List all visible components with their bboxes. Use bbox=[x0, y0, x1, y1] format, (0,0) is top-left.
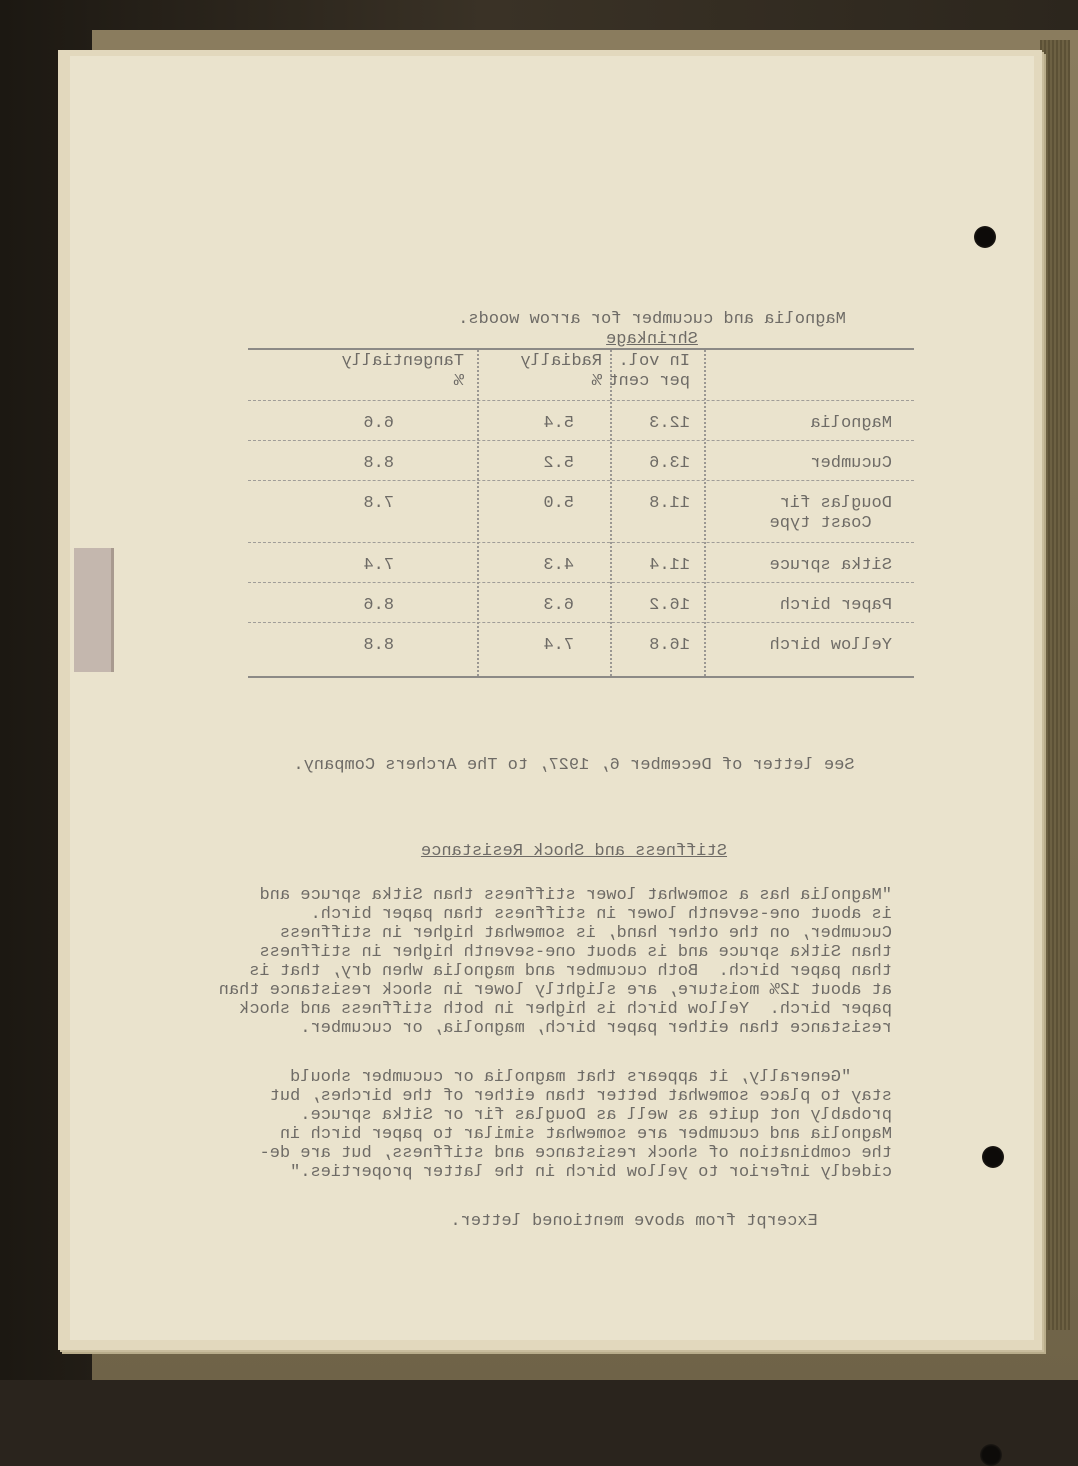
row-rule bbox=[248, 480, 914, 481]
row-species: Cucumber bbox=[810, 454, 892, 473]
row-rule bbox=[248, 582, 914, 583]
table-col-divider-3 bbox=[477, 350, 479, 676]
row-rule bbox=[248, 542, 914, 543]
row-volume: 13.6 bbox=[649, 454, 690, 473]
row-tangential: 8.8 bbox=[363, 454, 394, 473]
row-species: Magnolia bbox=[810, 414, 892, 433]
header-tangential: Tangentially % bbox=[341, 352, 464, 391]
paragraph-stiffness: "Magnolia has a somewhat lower stiffness than Sitka spruce and is about one-seventh lower in stiffness than paper birch. Cucumber, on the other hand, is somewhat higher in stiffness than Sitka spruce and is about one-seventh higher in stiffness than paper birch. Both cucumber and magnolia when dry, that is at about 12% moisture, are slightly lower in shock resistance than paper birch. Yellow birch is higher in both stiffness and shock resistance than either paper birch, magnolia, or cucumber. bbox=[218, 886, 892, 1038]
row-rule bbox=[248, 622, 914, 623]
row-volume: 16.8 bbox=[649, 636, 690, 655]
row-tangential: 7.8 bbox=[363, 494, 394, 513]
header-volume: In vol. per cent bbox=[608, 352, 690, 391]
row-volume: 11.8 bbox=[649, 494, 690, 513]
row-tangential: 6.6 bbox=[363, 414, 394, 433]
row-volume: 16.2 bbox=[649, 596, 690, 615]
row-radial: 5.0 bbox=[543, 494, 574, 513]
row-rule bbox=[248, 440, 914, 441]
row-radial: 5.2 bbox=[543, 454, 574, 473]
row-tangential: 8.6 bbox=[363, 596, 394, 615]
letter-reference: See letter of December 6, 1927, to The Archers Company. bbox=[293, 756, 855, 775]
table-top-rule bbox=[248, 348, 914, 350]
row-radial: 6.3 bbox=[543, 596, 574, 615]
binder-spine bbox=[1040, 40, 1070, 1330]
table-col-divider-2 bbox=[610, 350, 612, 676]
bleed-through-text bbox=[70, 56, 1034, 1340]
row-tangential: 8.8 bbox=[363, 636, 394, 655]
row-radial: 5.4 bbox=[543, 414, 574, 433]
table-col-divider-1 bbox=[704, 350, 706, 676]
row-volume: 11.4 bbox=[649, 556, 690, 575]
section-heading: Stiffness and Shock Resistance bbox=[420, 842, 728, 861]
table-bottom-rule bbox=[248, 676, 914, 678]
row-species: Yellow birch bbox=[769, 636, 892, 655]
document-page bbox=[70, 56, 1034, 1340]
row-radial: 4.3 bbox=[543, 556, 574, 575]
row-tangential: 7.4 bbox=[363, 556, 394, 575]
row-species: Paper birch bbox=[779, 596, 892, 615]
table-subtitle: Shrinkage bbox=[606, 330, 698, 349]
row-radial: 7.4 bbox=[543, 636, 574, 655]
header-radial: Radially % bbox=[520, 352, 602, 391]
paragraph-generally: "Generally, it appears that magnolia or cucumber should stay to place somewhat better than either of the birches, but probably not quite as well as Douglas fir or Sitka spruce. Magnolia and cucumber are somewhat similar to paper birch in the combination of shock resistance and stiffness, but are de- cidedly inferior to yellow birch in the latter properties." bbox=[259, 1068, 892, 1182]
header-rule bbox=[248, 400, 914, 401]
row-species: Sitka spruce bbox=[769, 556, 892, 575]
table-title: Magnolia and cucumber for arrow woods. bbox=[458, 310, 846, 329]
punch-hole-bottom-offscreen bbox=[980, 1444, 1002, 1466]
row-volume: 12.3 bbox=[649, 414, 690, 433]
row-species: Douglas fir Coast type bbox=[769, 494, 892, 533]
excerpt-note: Excerpt from above mentioned letter. bbox=[450, 1212, 818, 1231]
